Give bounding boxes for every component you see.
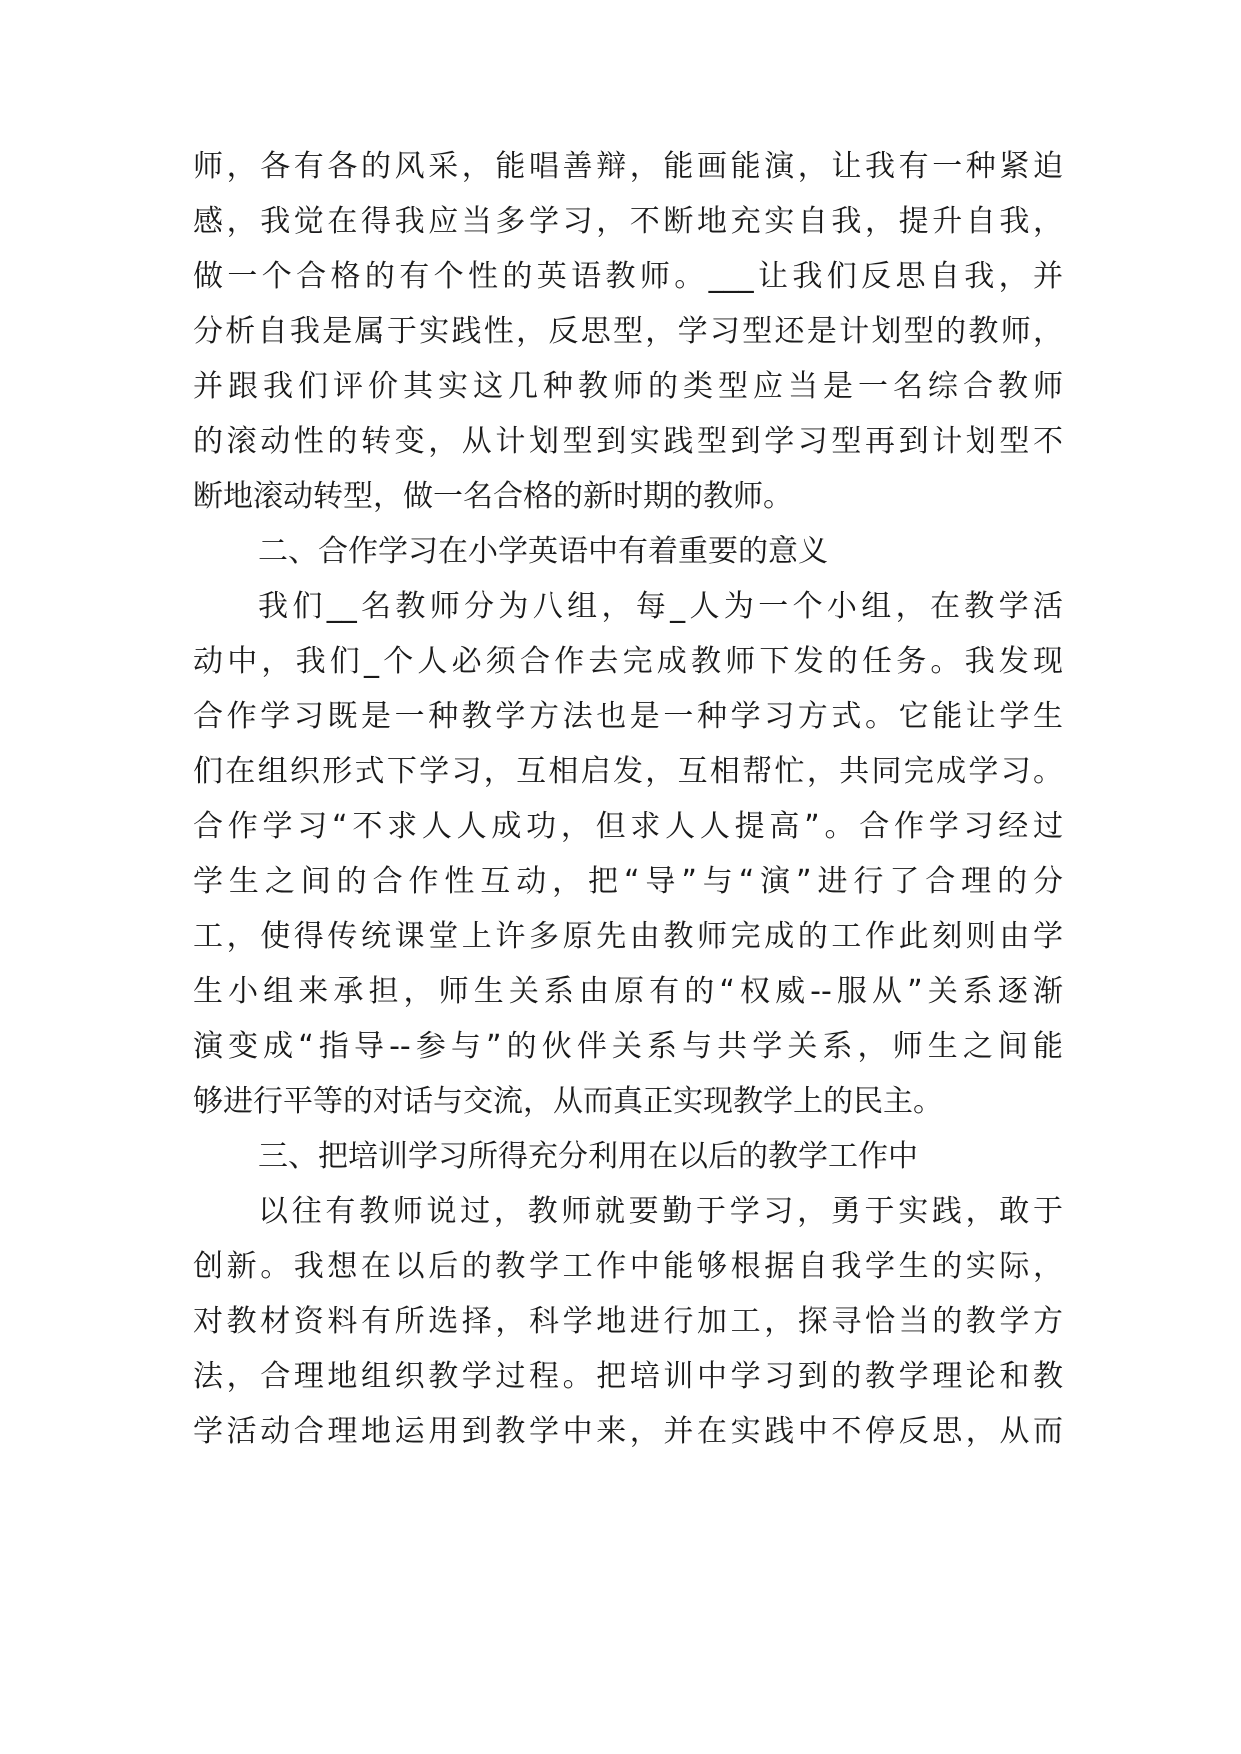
paragraph-line: 法，合理地组织教学过程。把培训中学习到的教学理论和教 (193, 1359, 1063, 1394)
paragraph-line: 分析自我是属于实践性，反思型，学习型还是计划型的教师， (193, 314, 1063, 349)
paragraph-line: 演变成“指导--参与”的伙伴关系与共学关系，师生之间能 (193, 1029, 1063, 1064)
paragraph-line: 们在组织形式下学习，互相启发，互相帮忙，共同完成学习。 (193, 754, 1063, 789)
paragraph-line: 的滚动性的转变，从计划型到实践型到学习型再到计划型不 (193, 424, 1063, 459)
paragraph-line: 动中，我们_个人必须合作去完成教师下发的任务。我发现 (193, 644, 1063, 679)
section-heading-3: 三、把培训学习所得充分利用在以后的教学工作中 (258, 1139, 918, 1174)
paragraph-line: 并跟我们评价其实这几种教师的类型应当是一名综合教师 (193, 369, 1063, 404)
paragraph-line: 合作学习既是一种教学方法也是一种学习方式。它能让学生 (193, 699, 1063, 734)
paragraph-line: 创新。我想在以后的教学工作中能够根据自我学生的实际， (193, 1249, 1063, 1284)
paragraph-line: 学生之间的合作性互动，把“导”与“演”进行了合理的分 (193, 864, 1063, 899)
paragraph-line: 做一个合格的有个性的英语教师。___让我们反思自我，并 (193, 259, 1063, 294)
paragraph-line: 合作学习“不求人人成功，但求人人提高”。合作学习经过 (193, 809, 1063, 844)
paragraph-line: 我们__名教师分为八组，每_人为一个小组，在教学活 (258, 589, 1063, 624)
paragraph-line: 学活动合理地运用到教学中来，并在实践中不停反思，从而 (193, 1414, 1063, 1449)
paragraph-line: 生小组来承担，师生关系由原有的“权威--服从”关系逐渐 (193, 974, 1063, 1009)
paragraph-line: 师，各有各的风采，能唱善辩，能画能演，让我有一种紧迫 (193, 149, 1063, 184)
section-heading-2: 二、合作学习在小学英语中有着重要的意义 (258, 534, 828, 569)
paragraph-line: 对教材资料有所选择，科学地进行加工，探寻恰当的教学方 (193, 1304, 1063, 1339)
paragraph-line: 以往有教师说过，教师就要勤于学习，勇于实践，敢于 (258, 1194, 1063, 1229)
paragraph-line: 断地滚动转型，做一名合格的新时期的教师。 (193, 479, 793, 514)
paragraph-line: 感，我觉在得我应当多学习，不断地充实自我，提升自我， (193, 204, 1063, 239)
paragraph-line: 工，使得传统课堂上许多原先由教师完成的工作此刻则由学 (193, 919, 1063, 954)
paragraph-line: 够进行平等的对话与交流，从而真正实现教学上的民主。 (193, 1084, 943, 1119)
